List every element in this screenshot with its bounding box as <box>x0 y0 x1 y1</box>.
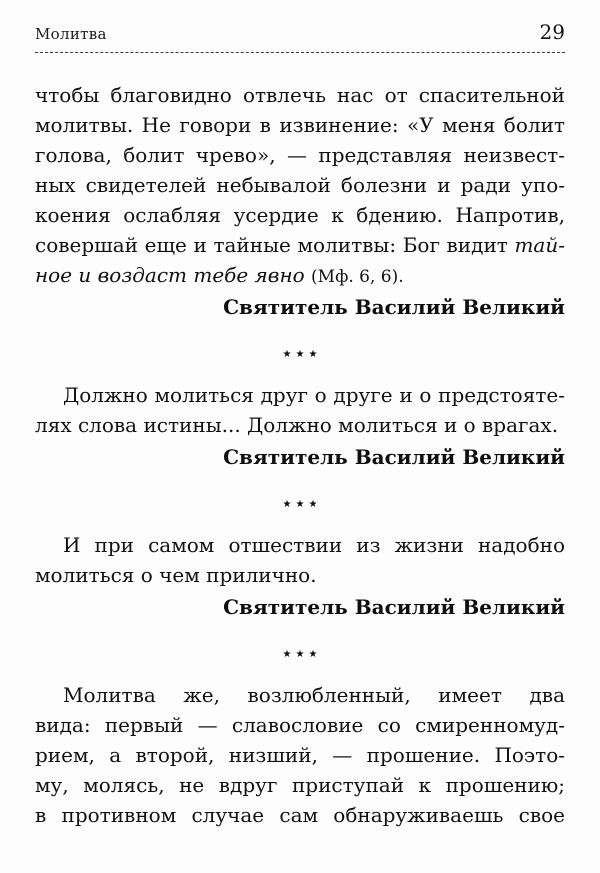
text-line: Молитва же, возлюбленный, имеет два <box>63 683 565 707</box>
text-line: Должно молиться друг о друге и о предстояте- <box>63 383 565 407</box>
book-page <box>0 20 600 873</box>
quote-paragraph-1 <box>35 80 565 290</box>
text-line: рием, а второй, низший, — прошение. Поэто- <box>35 743 565 767</box>
text-line: вида: первый — славословие со смиренномуд- <box>35 713 565 737</box>
text-line <box>35 230 565 260</box>
text-line: му, молясь, не вдруг приступай к прошению; <box>35 773 565 797</box>
quote-attribution-2: Святитель Василий Великий <box>223 445 565 469</box>
asterism-separator-3: ★★★ <box>282 649 322 660</box>
text-line: ных свидетелей небывалой болезни и ради упо- <box>35 173 565 197</box>
asterism-separator-2: ★★★ <box>282 499 322 510</box>
page-body <box>35 80 565 830</box>
text-segment: совершай еще и тайные молитвы: Бог видит <box>35 233 508 257</box>
text-line: молиться о чем прилично. <box>35 563 317 587</box>
text-line: И при самом отшествии из жизни надобно <box>63 533 565 557</box>
page-number: 29 <box>539 20 565 44</box>
asterism-separator-1: ★★★ <box>282 349 322 360</box>
emphasized-text: тай- <box>514 233 565 257</box>
quote-attribution-1: Святитель Василий Великий <box>223 295 565 319</box>
running-header <box>35 20 565 53</box>
quote-paragraph-4 <box>35 680 565 830</box>
text-line: молитвы. Не говори в извинение: «У меня болит <box>35 113 565 137</box>
scripture-reference: (Мф. 6, 6). <box>311 267 404 287</box>
text-line: коения ослабляя усердие к бдению. Напротив, <box>35 203 565 227</box>
chapter-title: Молитва <box>35 25 107 43</box>
text-line <box>35 260 565 290</box>
quote-paragraph-3 <box>35 530 565 590</box>
text-line: голова, болит чрево», — представляя неизвест- <box>35 143 565 167</box>
text-line: в противном случае сам обнаруживаешь свое <box>35 803 565 827</box>
quote-paragraph-2 <box>35 380 565 440</box>
text-line: лях слова истины... Должно молиться и о врагах. <box>35 413 559 437</box>
text-line: чтобы благовидно отвлечь нас от спасительной <box>35 83 565 107</box>
emphasized-text: ное и воздаст тебе явно <box>35 263 305 287</box>
quote-attribution-3: Святитель Василий Великий <box>223 595 565 619</box>
